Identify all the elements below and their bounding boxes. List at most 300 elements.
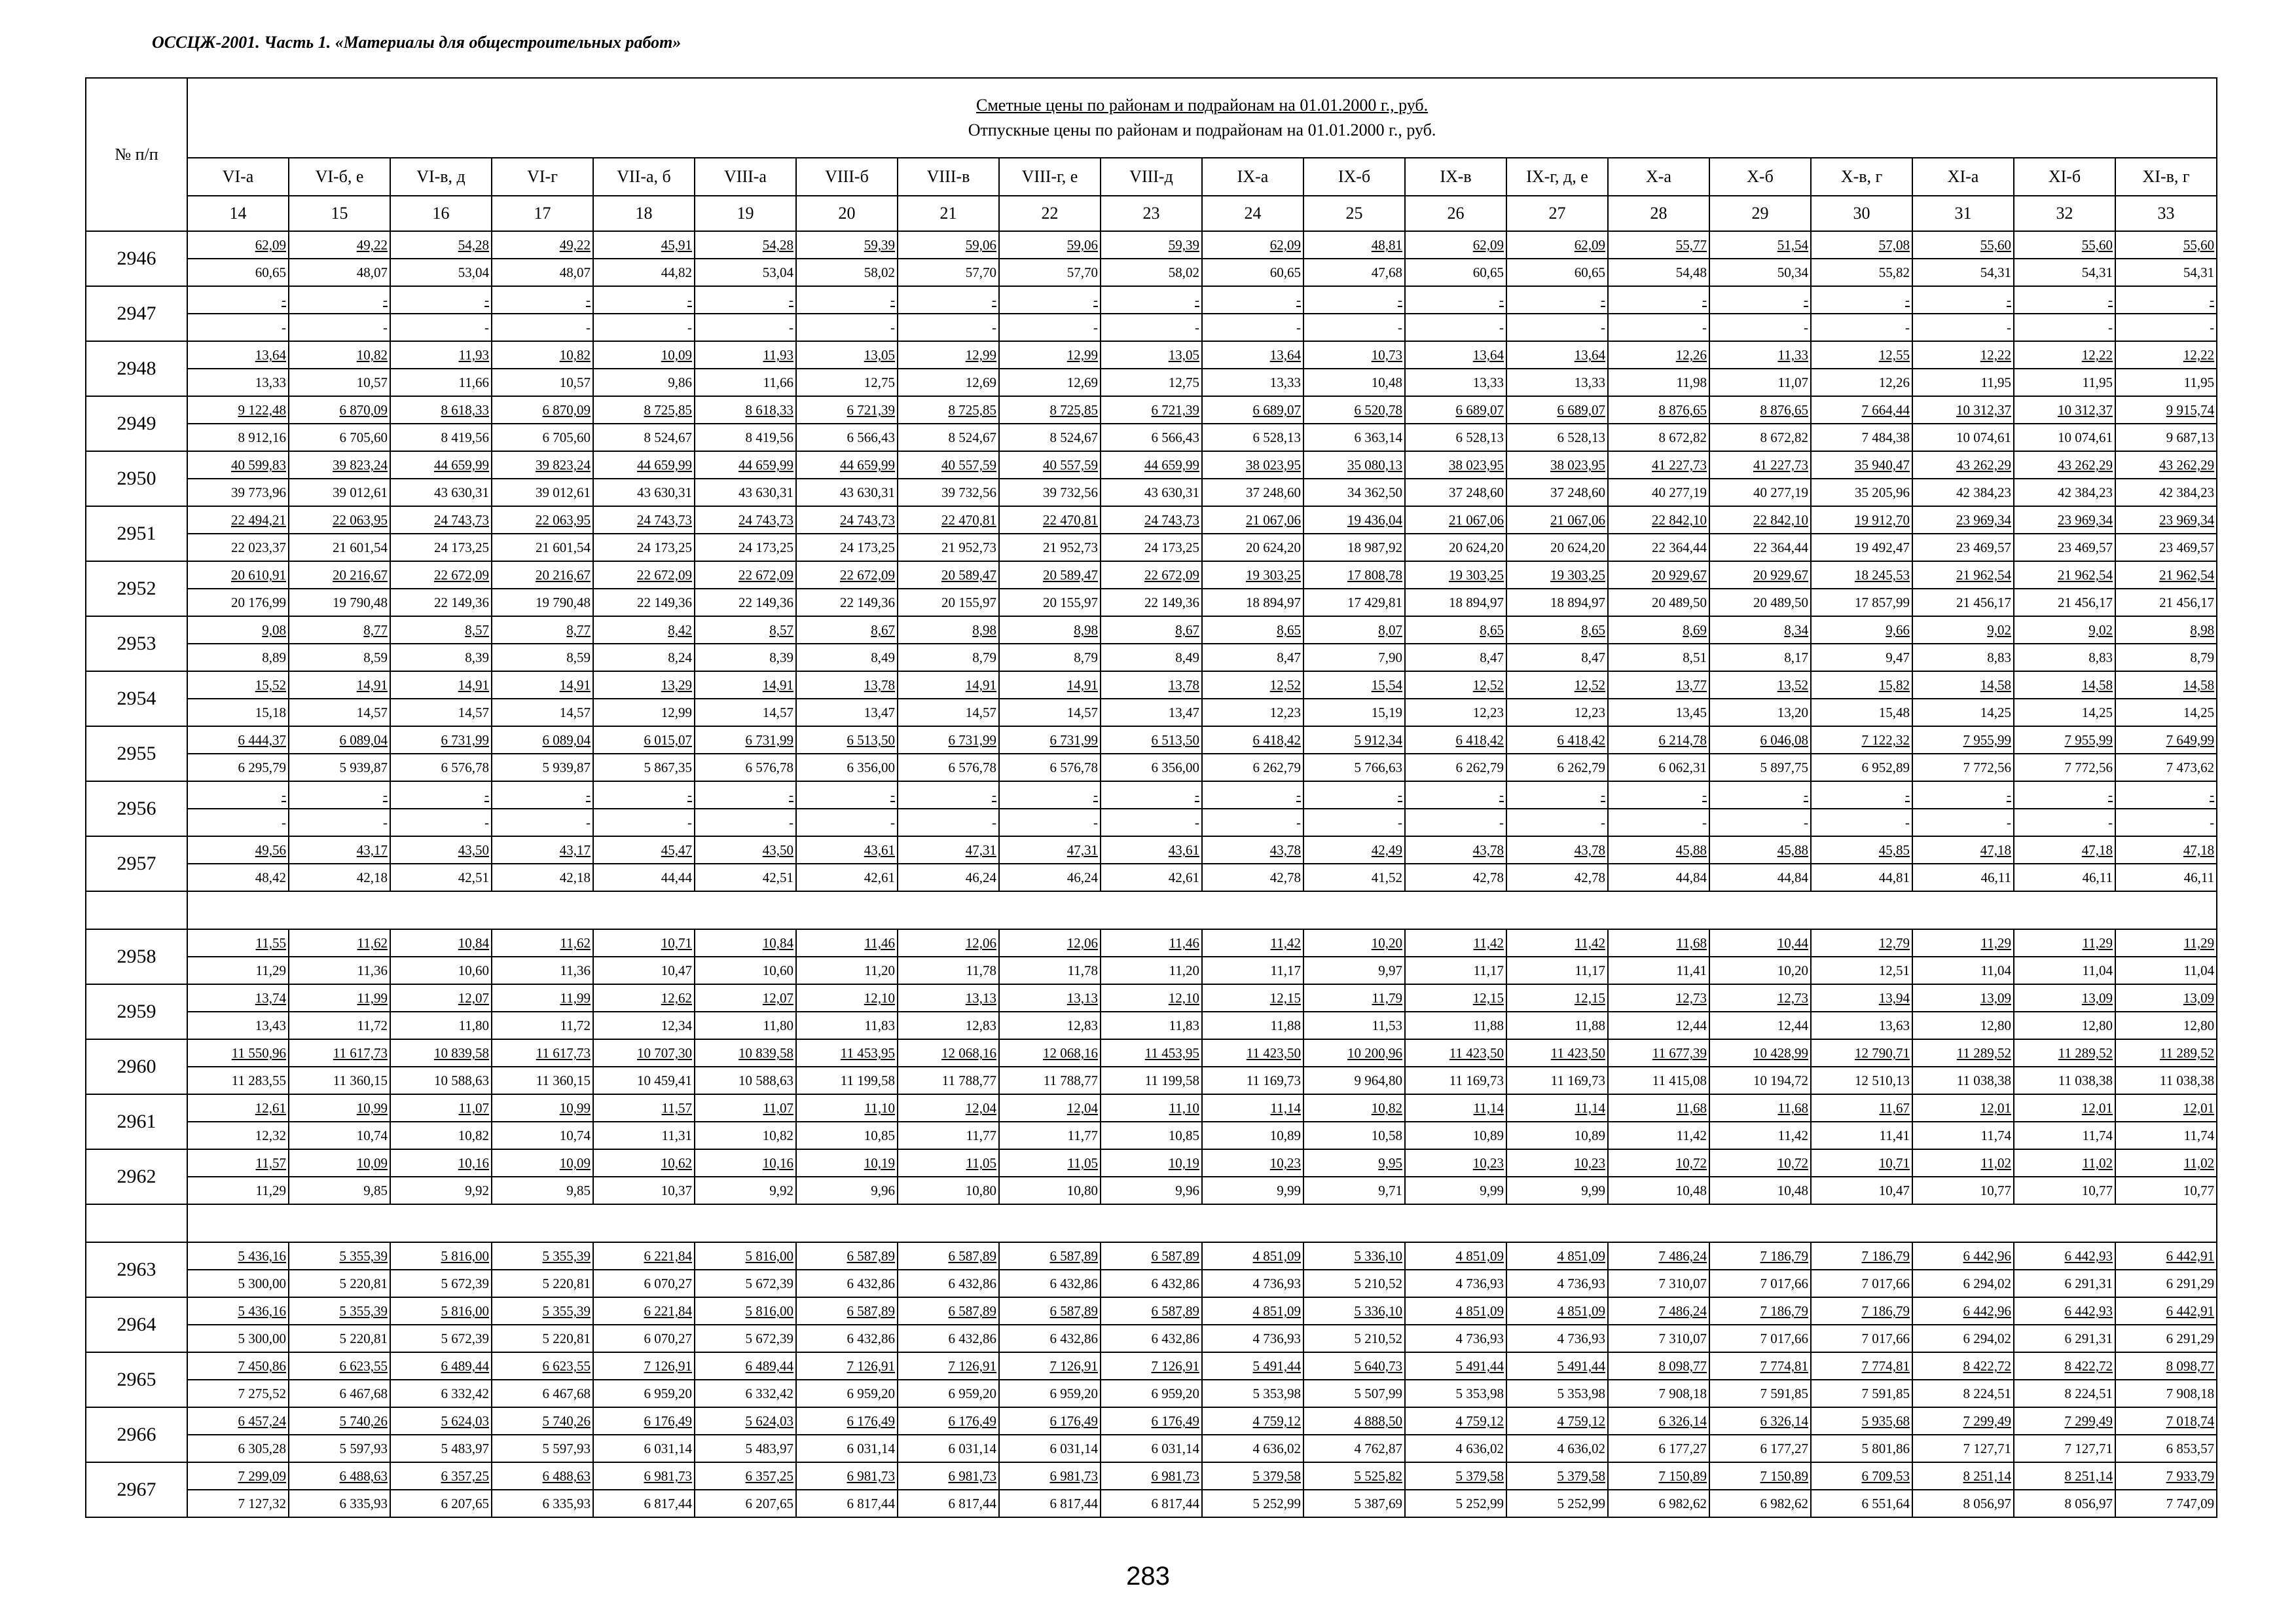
price-cell xyxy=(2115,1297,2217,1352)
release-price: 6 177,27 xyxy=(1658,1441,1707,1456)
price-cell xyxy=(1811,984,1912,1039)
release-price: 13,43 xyxy=(255,1018,286,1033)
price-cell xyxy=(289,984,390,1039)
price-table xyxy=(85,77,2217,1518)
release-price: 12,69 xyxy=(1066,375,1098,390)
estimated-price: - xyxy=(797,287,897,314)
price-cell xyxy=(898,231,999,286)
region-header: XI-а xyxy=(1912,158,2014,196)
release-price: 10,74 xyxy=(559,1128,591,1143)
estimated-price: 47,18 xyxy=(1913,837,2013,864)
price-cell xyxy=(999,506,1101,561)
release-price: 7,90 xyxy=(1378,650,1402,665)
release-price: 6 817,44 xyxy=(948,1496,996,1511)
release-price: 6 432,86 xyxy=(847,1331,895,1346)
estimated-price: 6 623,55 xyxy=(492,1353,592,1380)
release-price: 11,17 xyxy=(1575,963,1605,978)
estimated-price: 11 423,50 xyxy=(1406,1040,1506,1067)
release-price: - xyxy=(1296,815,1301,830)
price-cell xyxy=(1608,506,1709,561)
release-price: 10,47 xyxy=(661,963,692,978)
estimated-price: 6 489,44 xyxy=(391,1353,491,1380)
release-price: 14,57 xyxy=(458,705,489,720)
estimated-price: 22 470,81 xyxy=(1000,507,1100,534)
release-price: 8,49 xyxy=(1175,650,1199,665)
release-price: 7 310,07 xyxy=(1658,1331,1707,1346)
release-price: 11 199,58 xyxy=(840,1073,895,1088)
price-cell xyxy=(593,984,695,1039)
estimated-price: 14,58 xyxy=(2014,672,2115,699)
estimated-price: 13,64 xyxy=(188,342,288,369)
price-cell xyxy=(593,929,695,984)
price-cell xyxy=(1709,1462,1811,1517)
price-cell xyxy=(796,1407,898,1462)
estimated-price: 12,62 xyxy=(594,985,694,1012)
separator-cell xyxy=(86,1204,187,1242)
release-price: 10,74 xyxy=(356,1128,388,1143)
price-cell xyxy=(492,561,593,616)
estimated-price: 10 839,58 xyxy=(695,1040,795,1067)
price-cell xyxy=(1709,1094,1811,1149)
estimated-price: 10,73 xyxy=(1304,342,1404,369)
release-price: 4 636,02 xyxy=(1252,1441,1301,1456)
estimated-price: 6 418,42 xyxy=(1203,727,1303,754)
release-price: 55,82 xyxy=(1878,265,1910,280)
estimated-price: 10 707,30 xyxy=(594,1040,694,1067)
estimated-price: 7 126,91 xyxy=(898,1353,998,1380)
release-price: 11,17 xyxy=(1270,963,1301,978)
release-price: 5 939,87 xyxy=(339,760,388,775)
estimated-price: 62,09 xyxy=(188,232,288,259)
price-cell xyxy=(999,341,1101,396)
release-price: 12,75 xyxy=(864,375,895,390)
column-number: 21 xyxy=(898,196,999,231)
release-price: 10,80 xyxy=(965,1183,996,1198)
estimated-price: 6 176,49 xyxy=(1101,1408,1201,1435)
price-cell xyxy=(2115,1352,2217,1407)
price-cell xyxy=(1709,1039,1811,1094)
release-price: 22 149,36 xyxy=(738,595,793,610)
region-header: X-б xyxy=(1709,158,1811,196)
estimated-price: 41 227,73 xyxy=(1710,452,1810,479)
table-row xyxy=(86,451,2217,506)
price-cell xyxy=(796,781,898,836)
price-cell xyxy=(2014,341,2115,396)
estimated-price: 11,57 xyxy=(188,1150,288,1177)
table-row xyxy=(86,231,2217,286)
price-cell xyxy=(999,984,1101,1039)
row-number: 2958 xyxy=(86,929,187,984)
price-cell xyxy=(898,1352,999,1407)
estimated-price: - xyxy=(898,287,998,314)
release-price: 43 630,31 xyxy=(1144,485,1199,500)
release-price: 14,57 xyxy=(965,705,996,720)
column-number: 25 xyxy=(1303,196,1405,231)
price-cell xyxy=(2115,1242,2217,1297)
release-price: 6 817,44 xyxy=(1049,1496,1098,1511)
release-price: 11,88 xyxy=(1270,1018,1301,1033)
estimated-price: 6 721,39 xyxy=(797,397,897,424)
estimated-price: 6 444,37 xyxy=(188,727,288,754)
release-price: 9,85 xyxy=(363,1183,388,1198)
price-cell xyxy=(1506,1149,1608,1204)
estimated-price: 47,31 xyxy=(898,837,998,864)
estimated-price: 6 442,93 xyxy=(2014,1243,2115,1270)
estimated-price: 17 808,78 xyxy=(1304,562,1404,589)
release-price: 15,48 xyxy=(1878,705,1910,720)
estimated-price: 11,99 xyxy=(289,985,390,1012)
estimated-price: 6 520,78 xyxy=(1304,397,1404,424)
release-price: 11 169,73 xyxy=(1550,1073,1605,1088)
price-cell xyxy=(1202,929,1303,984)
estimated-price: 6 015,07 xyxy=(594,727,694,754)
estimated-price: 11,14 xyxy=(1203,1095,1303,1122)
price-cell xyxy=(2115,1407,2217,1462)
release-price: 58,02 xyxy=(1168,265,1199,280)
price-cell xyxy=(187,671,289,726)
price-cell xyxy=(898,1039,999,1094)
release-price: - xyxy=(1905,815,1910,830)
release-price: 7 484,38 xyxy=(1861,430,1910,445)
row-number: 2961 xyxy=(86,1094,187,1149)
release-price: 6 432,86 xyxy=(1151,1331,1199,1346)
price-cell xyxy=(593,506,695,561)
estimated-price: 7 018,74 xyxy=(2116,1408,2216,1435)
price-cell xyxy=(695,929,796,984)
estimated-price: - xyxy=(1406,782,1506,809)
estimated-price: 10 428,99 xyxy=(1710,1040,1810,1067)
price-cell xyxy=(1405,1149,1506,1204)
price-cell xyxy=(1709,231,1811,286)
estimated-price: 57,08 xyxy=(1812,232,1912,259)
price-cell xyxy=(1202,396,1303,451)
price-cell xyxy=(492,1149,593,1204)
price-cell xyxy=(1405,781,1506,836)
estimated-price: 11,62 xyxy=(492,930,592,957)
section-separator-row xyxy=(86,1204,2217,1242)
estimated-price: 5 355,39 xyxy=(289,1298,390,1325)
release-price: 6 705,60 xyxy=(339,430,388,445)
price-cell xyxy=(796,451,898,506)
price-cell xyxy=(2115,929,2217,984)
release-price: 48,07 xyxy=(559,265,591,280)
price-cell xyxy=(2014,1297,2115,1352)
release-price: - xyxy=(1702,815,1707,830)
release-price: 22 149,36 xyxy=(637,595,692,610)
release-price: - xyxy=(789,815,793,830)
estimated-price: 43,78 xyxy=(1406,837,1506,864)
price-cell xyxy=(390,836,492,891)
price-cell xyxy=(492,671,593,726)
price-cell xyxy=(1303,781,1405,836)
price-cell xyxy=(1101,726,1202,781)
release-price: - xyxy=(1296,320,1301,335)
release-price: 10,77 xyxy=(2081,1183,2113,1198)
estimated-price: 7 126,91 xyxy=(797,1353,897,1380)
release-price: 11,07 xyxy=(1777,375,1808,390)
price-cell xyxy=(289,671,390,726)
estimated-price: 12,73 xyxy=(1609,985,1709,1012)
estimated-price: 8,98 xyxy=(1000,617,1100,644)
price-cell xyxy=(2014,396,2115,451)
estimated-price: 11,79 xyxy=(1304,985,1404,1012)
release-price: 42,78 xyxy=(1269,870,1301,885)
release-price: 23 469,57 xyxy=(1956,540,2011,555)
estimated-price: - xyxy=(1203,287,1303,314)
region-header: IX-б xyxy=(1303,158,1405,196)
price-cell xyxy=(187,286,289,341)
release-price: - xyxy=(282,815,286,830)
row-number: 2953 xyxy=(86,616,187,671)
estimated-price: 5 379,58 xyxy=(1406,1463,1506,1490)
price-cell xyxy=(1303,506,1405,561)
release-price: - xyxy=(1398,815,1402,830)
release-price: 11,78 xyxy=(966,963,996,978)
release-price: 10,80 xyxy=(1066,1183,1098,1198)
price-cell xyxy=(695,1352,796,1407)
estimated-price: 12,73 xyxy=(1710,985,1810,1012)
price-cell xyxy=(187,1352,289,1407)
price-cell xyxy=(2014,726,2115,781)
estimated-price: 10,62 xyxy=(594,1150,694,1177)
release-price: 9,92 xyxy=(465,1183,489,1198)
price-cell xyxy=(289,1407,390,1462)
estimated-price: 14,58 xyxy=(2116,672,2216,699)
release-price: 6 959,20 xyxy=(644,1386,692,1401)
release-price: 46,11 xyxy=(2183,870,2215,885)
estimated-price: - xyxy=(391,782,491,809)
column-number: 33 xyxy=(2115,196,2217,231)
table-row xyxy=(86,616,2217,671)
price-cell xyxy=(1608,1407,1709,1462)
table-row xyxy=(86,1094,2217,1149)
release-price: - xyxy=(2210,815,2215,830)
price-cell xyxy=(796,616,898,671)
release-price: 8,17 xyxy=(1784,650,1808,665)
price-cell xyxy=(1405,984,1506,1039)
price-cell xyxy=(1709,671,1811,726)
price-cell xyxy=(593,231,695,286)
table-row xyxy=(86,506,2217,561)
price-cell xyxy=(1709,1407,1811,1462)
price-cell xyxy=(1101,1149,1202,1204)
estimated-price: 12,22 xyxy=(2014,342,2115,369)
estimated-price: 7 664,44 xyxy=(1812,397,1912,424)
estimated-price: 62,09 xyxy=(1507,232,1607,259)
estimated-price: 8,57 xyxy=(695,617,795,644)
release-price: 10,48 xyxy=(1371,375,1402,390)
estimated-price: - xyxy=(289,782,390,809)
price-cell xyxy=(695,506,796,561)
estimated-price: 19 303,25 xyxy=(1507,562,1607,589)
price-cell xyxy=(1303,984,1405,1039)
column-number: 17 xyxy=(492,196,593,231)
release-price: 57,70 xyxy=(1066,265,1098,280)
estimated-price: 12,15 xyxy=(1203,985,1303,1012)
price-cell xyxy=(796,726,898,781)
release-price: 11,74 xyxy=(2082,1128,2113,1143)
price-cell xyxy=(492,1407,593,1462)
price-cell xyxy=(1202,1039,1303,1094)
estimated-price: 14,91 xyxy=(1000,672,1100,699)
row-number: 2963 xyxy=(86,1242,187,1297)
estimated-price: 43 262,29 xyxy=(1913,452,2013,479)
price-cell xyxy=(1506,929,1608,984)
release-price: 6 207,65 xyxy=(441,1496,489,1511)
price-cell xyxy=(1912,231,2014,286)
estimated-price: 13,13 xyxy=(1000,985,1100,1012)
price-cell xyxy=(999,781,1101,836)
price-cell xyxy=(1405,1352,1506,1407)
release-price: - xyxy=(1905,320,1910,335)
estimated-price: 8 251,14 xyxy=(1913,1463,2013,1490)
price-cell xyxy=(898,616,999,671)
release-price: 13,33 xyxy=(1574,375,1605,390)
release-price: 11,04 xyxy=(1980,963,2011,978)
release-price: 6 432,86 xyxy=(1049,1276,1098,1291)
release-price: 12,99 xyxy=(661,705,692,720)
release-price: 5 483,97 xyxy=(745,1441,793,1456)
estimated-price: 11,57 xyxy=(594,1095,694,1122)
estimated-price: 11,14 xyxy=(1406,1095,1506,1122)
estimated-price: 21 067,06 xyxy=(1406,507,1506,534)
price-cell xyxy=(289,451,390,506)
release-price: - xyxy=(383,815,388,830)
estimated-price: 7 186,79 xyxy=(1710,1243,1810,1270)
price-cell xyxy=(796,1039,898,1094)
estimated-price: 10,23 xyxy=(1507,1150,1607,1177)
price-cell xyxy=(289,561,390,616)
estimated-price: 10,23 xyxy=(1406,1150,1506,1177)
price-cell xyxy=(1101,1462,1202,1517)
estimated-price: - xyxy=(1101,782,1201,809)
price-cell xyxy=(1202,726,1303,781)
price-cell xyxy=(390,616,492,671)
price-cell xyxy=(1405,671,1506,726)
estimated-price: 14,58 xyxy=(1913,672,2013,699)
document-header: ОССЦЖ-2001. Часть 1. «Материалы для общестроительных работ» xyxy=(152,33,682,52)
estimated-price: 10,84 xyxy=(695,930,795,957)
price-cell xyxy=(1303,231,1405,286)
release-price: 5 300,00 xyxy=(238,1331,286,1346)
release-price: - xyxy=(383,320,388,335)
price-cell xyxy=(390,1149,492,1204)
estimated-price: 10,16 xyxy=(695,1150,795,1177)
estimated-price: 5 525,82 xyxy=(1304,1463,1404,1490)
release-price: 42,51 xyxy=(762,870,793,885)
price-cell xyxy=(898,341,999,396)
release-price: 18 894,97 xyxy=(1449,595,1504,610)
release-price: 11,78 xyxy=(1067,963,1098,978)
release-price: 9,99 xyxy=(1277,1183,1301,1198)
release-price: 6 566,43 xyxy=(847,430,895,445)
price-cell xyxy=(289,396,390,451)
price-cell xyxy=(187,341,289,396)
price-cell xyxy=(390,231,492,286)
release-price: 7 275,52 xyxy=(238,1386,286,1401)
row-number: 2966 xyxy=(86,1407,187,1462)
price-cell xyxy=(695,341,796,396)
price-cell xyxy=(492,836,593,891)
release-price: - xyxy=(1804,320,1808,335)
estimated-price: 23 969,34 xyxy=(1913,507,2013,534)
price-cell xyxy=(1811,341,1912,396)
estimated-price: - xyxy=(1710,782,1810,809)
release-price: 10,82 xyxy=(458,1128,489,1143)
estimated-price: 55,77 xyxy=(1609,232,1709,259)
release-price: - xyxy=(992,320,996,335)
estimated-price: 24 743,73 xyxy=(391,507,491,534)
estimated-price: 6 731,99 xyxy=(898,727,998,754)
estimated-price: 20 610,91 xyxy=(188,562,288,589)
price-cell xyxy=(695,671,796,726)
release-price: - xyxy=(2007,815,2011,830)
release-price: 6 294,02 xyxy=(1963,1276,2011,1291)
estimated-price: 59,06 xyxy=(1000,232,1100,259)
price-cell xyxy=(1405,616,1506,671)
estimated-price: 20 216,67 xyxy=(289,562,390,589)
release-price: 8,24 xyxy=(668,650,692,665)
release-price: - xyxy=(586,815,591,830)
release-price: 9,96 xyxy=(1175,1183,1199,1198)
price-cell xyxy=(898,506,999,561)
release-price: 6 031,14 xyxy=(847,1441,895,1456)
price-cell xyxy=(1405,1462,1506,1517)
price-cell xyxy=(1709,506,1811,561)
release-price: 9,99 xyxy=(1581,1183,1605,1198)
price-cell xyxy=(1101,341,1202,396)
estimated-price: 23 969,34 xyxy=(2014,507,2115,534)
estimated-price: 11,68 xyxy=(1609,930,1709,957)
estimated-price: 59,06 xyxy=(898,232,998,259)
release-price: 12,80 xyxy=(2081,1018,2113,1033)
estimated-price: 12,15 xyxy=(1406,985,1506,1012)
price-cell xyxy=(898,984,999,1039)
estimated-price: 11,68 xyxy=(1710,1095,1810,1122)
release-price: 54,31 xyxy=(1980,265,2011,280)
estimated-price: 20 216,67 xyxy=(492,562,592,589)
release-price: 19 492,47 xyxy=(1855,540,1910,555)
estimated-price: 7 955,99 xyxy=(1913,727,2013,754)
estimated-price: 5 355,39 xyxy=(492,1298,592,1325)
estimated-price: - xyxy=(898,782,998,809)
release-price: 6 291,29 xyxy=(2166,1276,2215,1291)
release-price: 12 510,13 xyxy=(1855,1073,1910,1088)
release-price: 11,41 xyxy=(1879,1128,1910,1143)
estimated-price: 8,65 xyxy=(1203,617,1303,644)
price-cell xyxy=(1202,506,1303,561)
price-cell xyxy=(1506,1297,1608,1352)
estimated-price: 6 489,44 xyxy=(695,1353,795,1380)
release-price: 6 982,62 xyxy=(1760,1496,1808,1511)
release-price: 18 894,97 xyxy=(1246,595,1301,610)
price-cell xyxy=(1709,1352,1811,1407)
release-price: 10,48 xyxy=(1675,1183,1707,1198)
estimated-price: 6 870,09 xyxy=(289,397,390,424)
estimated-price: - xyxy=(1913,782,2013,809)
price-cell xyxy=(2115,616,2217,671)
estimated-price: - xyxy=(695,287,795,314)
estimated-price: 10,09 xyxy=(594,342,694,369)
release-price: 11,20 xyxy=(864,963,895,978)
price-cell xyxy=(1709,929,1811,984)
price-cell xyxy=(492,616,593,671)
estimated-price: 49,56 xyxy=(188,837,288,864)
release-price: 10 588,63 xyxy=(738,1073,793,1088)
estimated-price: 11 453,95 xyxy=(1101,1040,1201,1067)
estimated-price: 6 457,24 xyxy=(188,1408,288,1435)
release-price: - xyxy=(1093,320,1098,335)
